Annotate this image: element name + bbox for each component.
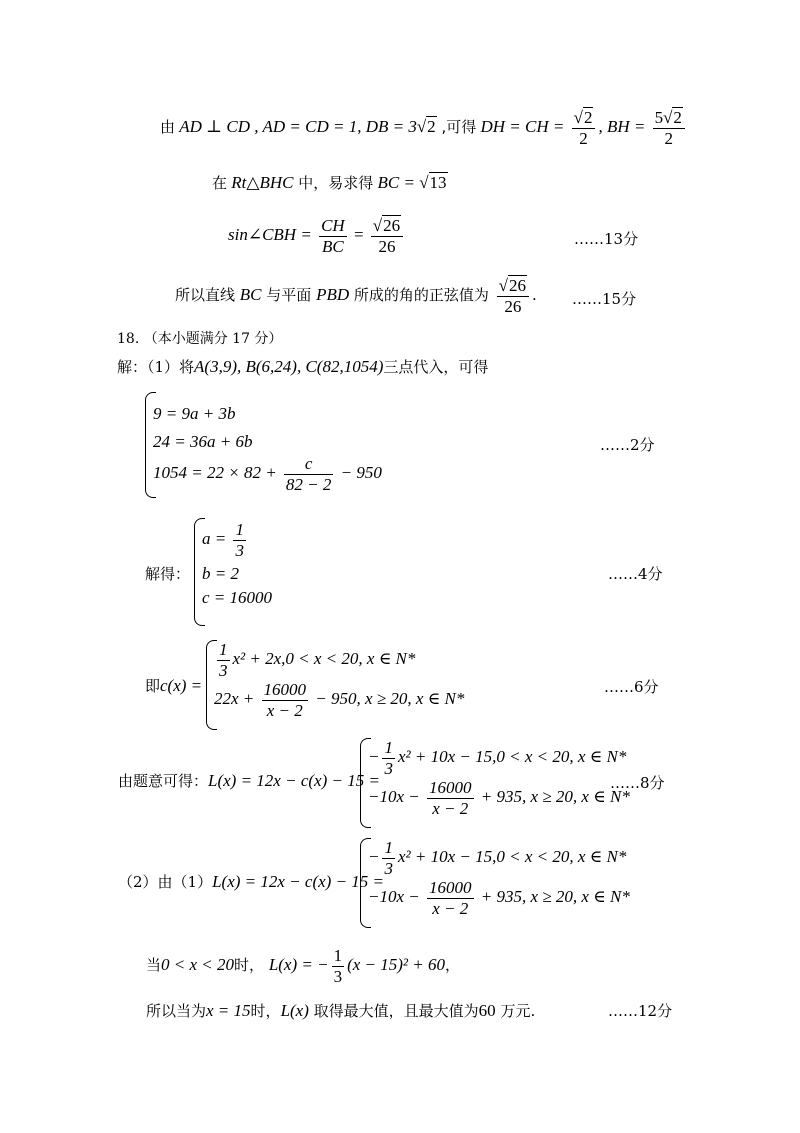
fraction-ch-bc: $\frac{CH}{BC}$ [321,216,345,256]
conclusion-line [175,276,537,316]
text-sine-value: 所成的角的正弦值为 [349,286,489,305]
text-plane: 与平面 [261,286,317,305]
sqrt-expression: √2 [416,116,436,136]
system2-row-b: b = 2 [202,564,239,584]
sqrt-13: √13 [419,173,447,192]
profit-row-1: − $\frac{1}{3}$ x² + 10x − 15,0 < x < 20, x ∈ N* [368,738,627,778]
derivation-line-1 [160,108,688,148]
equals-sign: = [353,224,364,244]
cost-label: 即c(x) = [145,676,203,695]
fraction-dh: $\frac{√2}{2}$ [572,108,596,148]
max-value: 60 [478,1001,496,1020]
system2-row-c: c = 16000 [202,588,273,608]
bh-expression: , BH = [598,116,646,136]
derivation-line-2 [212,172,448,193]
text-suoyi: 所以直线 [175,286,240,305]
l-of-x: L(x) [280,1001,309,1020]
sine-line [228,216,406,256]
text-easy: 中，易求得 [293,174,374,192]
profit-lhs: L(x) = 12x − c(x) − 15 = [208,771,380,790]
profit-vertex-lhs: L(x) = − [268,955,329,975]
interval-line: 当0 < x < 20时， L(x) = − $\frac{1}{3}$ (x − 15)² + 60， [146,946,461,986]
system2-row-a: a = $\frac{1}{3}$ [202,520,244,560]
score-15: ……15分 [572,290,637,308]
score-12: ……12分 [608,1002,673,1020]
equation-system-2 [194,518,272,626]
score-6: ……6分 [604,678,659,696]
pbd-label: PBD [316,285,350,305]
part2-lhs: L(x) = 12x − c(x) − 15 = [212,872,385,891]
brace-icon [206,640,217,730]
cost-lhs: c(x) = [160,676,203,695]
fraction-sqrt26: $\frac{√26}{26}$ [371,216,403,256]
score-4: ……4分 [608,565,663,583]
system1-row-2: 24 = 36a + 6b [153,432,253,451]
part2-function-system [360,838,630,928]
triangle-label: Rt△BHC [231,173,294,192]
solution-intro [117,356,488,377]
score-2: ……2分 [600,436,655,454]
sine-lhs: sin∠CBH = [228,224,312,244]
text-jie: 解：（1）将 [117,358,195,376]
text-kede: ,可得 [436,117,477,136]
brace-icon [194,518,205,626]
system1-row-1: 9 = 9a + 3b [153,404,236,423]
text-you: 由 [160,117,176,136]
question-18-title: 18. （本小题满分 17 分） [117,331,283,347]
bc-label: BC [239,285,262,305]
profit-function-system [360,738,630,828]
dh-ch-expression: DH = CH = [480,116,565,136]
score-8: ……8分 [610,774,665,792]
part2-row-1: − $\frac{1}{3}$ x² + 10x − 15,0 < x < 20, x ∈ N* [368,838,627,878]
profit-label: 由题意可得：L(x) = 12x − c(x) − 15 = [118,771,380,790]
profit-row-2: −10x − $\frac{16000}{x - 2}$ + 935, x ≥ 20, x ∈ N* [368,778,630,818]
cost-function-system [206,640,464,730]
equation-system-1 [145,392,382,498]
brace-icon [145,392,156,498]
brace-icon [360,738,371,828]
text-substitute: 三点代入，可得 [383,358,489,376]
part2-row-2: −10x − $\frac{16000}{x - 2}$ + 935, x ≥ 20, x ∈ N* [368,878,630,918]
system1-row-3: 1054 = 22 × 82 + $\frac{c}{82 - 2}$ − 950 [153,454,382,494]
bc-expression: BC = [377,173,415,192]
vertex-form: (x − 15)² + 60 [347,955,445,975]
brace-icon [360,838,371,928]
text-zai: 在 [212,174,228,192]
period: . [532,286,537,305]
fraction-bh: $\frac{5√2}{2}$ [653,108,685,148]
solved-label: 解得： [145,565,191,583]
perpendicular-statement: AD ⊥ CD , AD = CD = 1, DB = 3 [179,116,417,136]
interval-expression: 0 < x < 20 [161,955,235,975]
points-list: A(3,9), B(6,24), C(82,1054) [194,357,384,376]
cost-row-2: 22x + $\frac{16000}{x - 2}$ − 950, x ≥ 20, x ∈ N* [214,680,465,720]
fraction-one-third: $\frac{1}{3}$ [333,946,343,986]
fraction-sqrt26-final: $\frac{√26}{26}$ [497,276,529,316]
part2-label: （2）由（1）L(x) = 12x − c(x) − 15 = [118,872,385,891]
cost-row-1: $\frac{1}{3}$ x² + 2x,0 < x < 20, x ∈ N* [219,640,416,680]
x-value: x = 15 [206,1001,251,1020]
maximum-line: 所以当为x = 15时，L(x) 取得最大值，且最大值为60 万元. [146,1001,536,1020]
score-13: ……13分 [574,230,639,248]
